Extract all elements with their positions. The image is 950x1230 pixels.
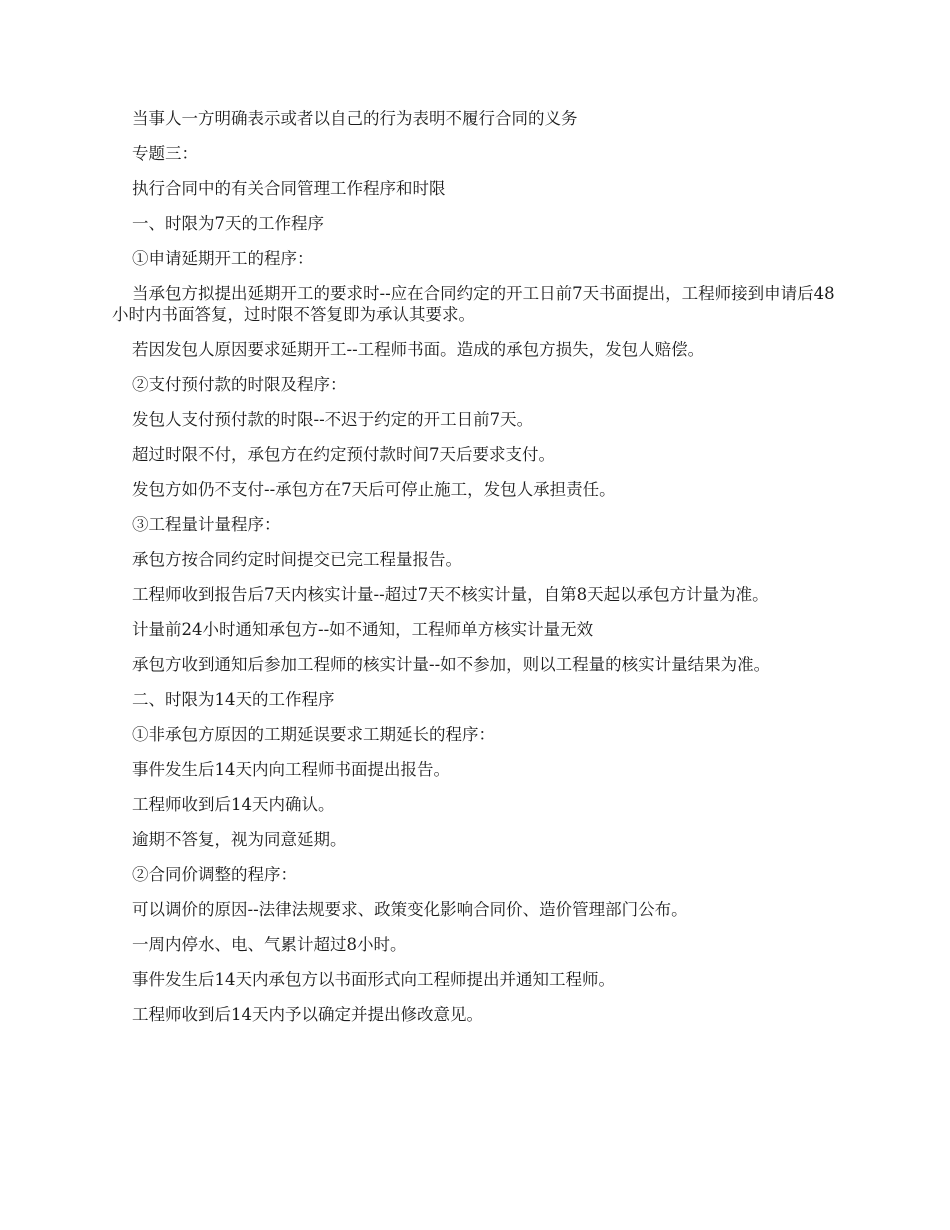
paragraph-adjustment-reasons: 可以调价的原因--法律法规要求、政策变化影响合同价、造价管理部门公布。 — [132, 900, 688, 919]
subheading-advance-payment: ②支付预付款的时限及程序： — [132, 375, 347, 394]
heading-14-day-procedures: 二、时限为14天的工作程序 — [132, 690, 335, 709]
paragraph-obligation: 当事人一方明确表示或者以自己的行为表明不履行合同的义务 — [132, 109, 578, 128]
paragraph-utility-outage: 一周内停水、电、气累计超过8小时。 — [132, 935, 407, 954]
paragraph-engineer-review: 工程师收到后14天内予以确定并提出修改意见。 — [132, 1005, 483, 1024]
paragraph-written-notice: 事件发生后14天内承包方以书面形式向工程师提出并通知工程师。 — [132, 970, 615, 989]
paragraph-stop-work: 发包方如仍不支付--承包方在7天后可停止施工，发包人承担责任。 — [132, 480, 616, 499]
paragraph-advance-deadline: 发包人支付预付款的时限--不迟于约定的开工日前7天。 — [132, 410, 534, 429]
paragraph-late-payment: 超过时限不付，承包方在约定预付款时间7天后要求支付。 — [132, 445, 555, 464]
heading-7-day-procedures: 一、时限为7天的工作程序 — [132, 214, 324, 233]
paragraph-deemed-approval: 逾期不答复，视为同意延期。 — [132, 830, 347, 849]
subheading-schedule-extension: ①非承包方原因的工期延误要求工期延长的程序： — [132, 725, 495, 744]
paragraph-engineer-confirm: 工程师收到后14天内确认。 — [132, 795, 335, 814]
subheading-quantity-measurement: ③工程量计量程序： — [132, 515, 281, 534]
subheading-delay-start: ①申请延期开工的程序： — [132, 249, 314, 268]
paragraph-delay-request: 当承包方拟提出延期开工的要求时--应在合同约定的开工日前7天书面提出，工程师接到申请后48小时内书面答复，过时限不答复即为承认其要求。 — [112, 284, 835, 324]
section-title: 执行合同中的有关合同管理工作程序和时限 — [132, 179, 446, 198]
paragraph-notify-24h: 计量前24小时通知承包方--如不通知，工程师单方核实计量无效 — [132, 620, 594, 639]
topic-heading: 专题三： — [132, 144, 198, 163]
paragraph-verify-measurement: 工程师收到报告后7天内核实计量--超过7天不核实计量，自第8天起以承包方计量为准。 — [132, 585, 769, 604]
paragraph-employer-delay: 若因发包人原因要求延期开工--工程师书面。造成的承包方损失，发包人赔偿。 — [132, 340, 705, 359]
paragraph-submit-report: 承包方按合同约定时间提交已完工程量报告。 — [132, 550, 462, 569]
paragraph-event-report: 事件发生后14天内向工程师书面提出报告。 — [132, 760, 450, 779]
paragraph-join-measurement: 承包方收到通知后参加工程师的核实计量--如不参加，则以工程量的核实计量结果为准。 — [132, 655, 771, 674]
subheading-price-adjustment: ②合同价调整的程序： — [132, 865, 297, 884]
document-body — [112, 108, 840, 1039]
